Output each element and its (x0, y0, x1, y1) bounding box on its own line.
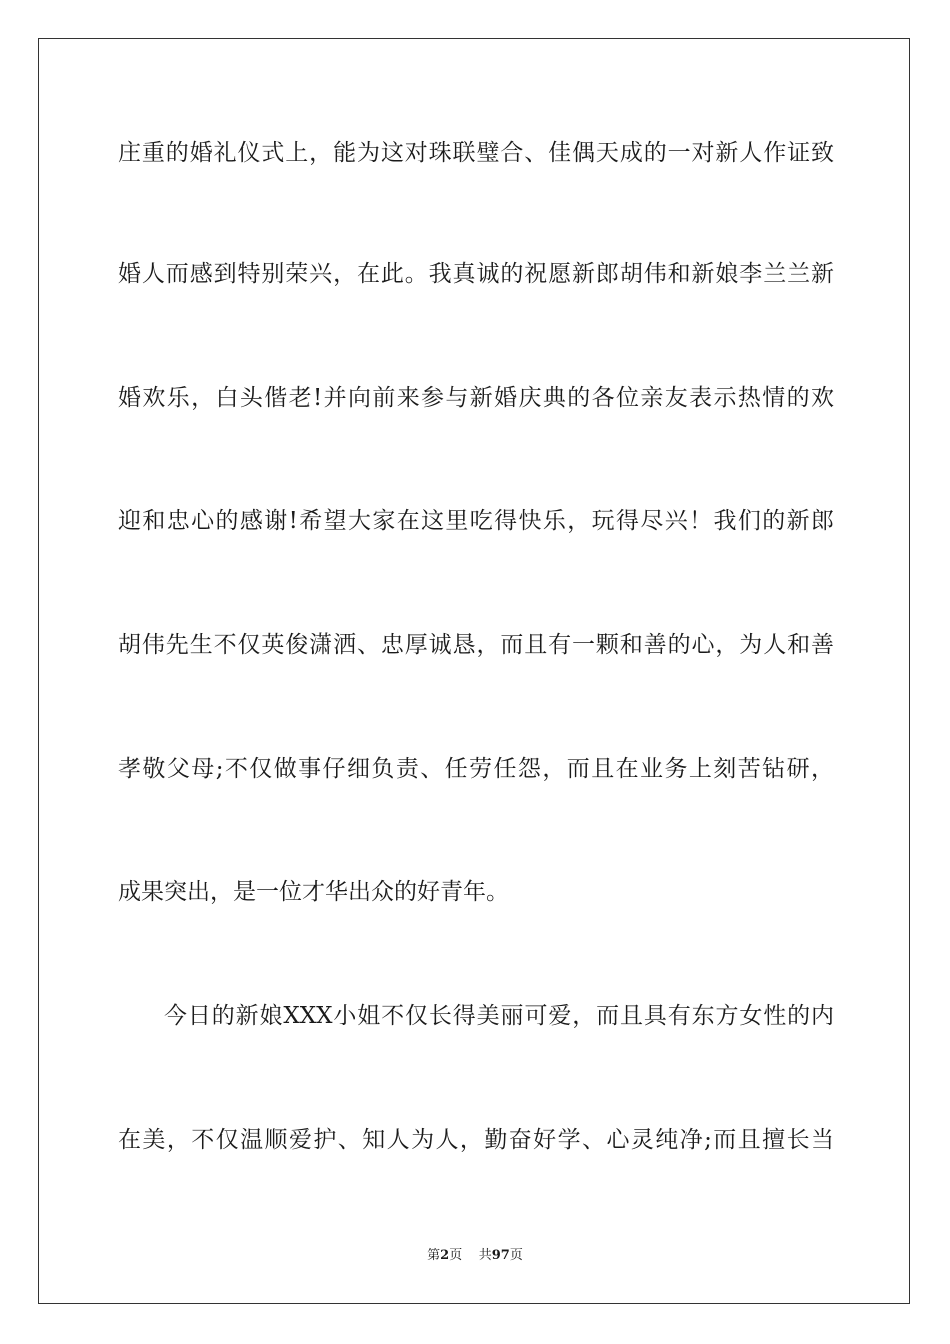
paragraph-line-5: 胡伟先生不仅英俊潇洒、忠厚诚恳，而且有一颗和善的心，为人和善 (118, 632, 834, 658)
paragraph-line-6: 孝敬父母;不仅做事仔细负责、任劳任怨，而且在业务上刻苦钻研， (118, 756, 834, 782)
paragraph-line-7: 成果突出，是一位才华出众的好青年。 (118, 879, 509, 905)
paragraph-line-2: 婚人而感到特别荣兴，在此。我真诚的祝愿新郎胡伟和新娘李兰兰新 (118, 261, 834, 287)
page-border (38, 38, 910, 1304)
footer-total-suffix: 页 (509, 1248, 523, 1263)
page-footer (0, 1248, 950, 1264)
footer-total-pages: 97 (491, 1248, 510, 1263)
footer-page-prefix: 第 (427, 1248, 441, 1263)
footer-page-number: 2 (440, 1248, 450, 1263)
paragraph-line-4: 迎和忠心的感谢!希望大家在这里吃得快乐，玩得尽兴！我们的新郎 (118, 508, 834, 534)
paragraph-line-3: 婚欢乐，白头偕老!并向前来参与新婚庆典的各位亲友表示热情的欢 (118, 385, 834, 411)
footer-page-suffix: 页 (449, 1248, 463, 1263)
footer-total-prefix: 共 (478, 1248, 492, 1263)
paragraph-line-9: 在美，不仅温顺爱护、知人为人，勤奋好学、心灵纯净;而且擅长当 (118, 1127, 834, 1153)
paragraph-line-1: 庄重的婚礼仪式上，能为这对珠联璧合、佳偶天成的一对新人作证致 (118, 140, 834, 166)
paragraph-line-8: 今日的新娘XXX小姐不仅长得美丽可爱，而且具有东方女性的内 (164, 1003, 834, 1029)
